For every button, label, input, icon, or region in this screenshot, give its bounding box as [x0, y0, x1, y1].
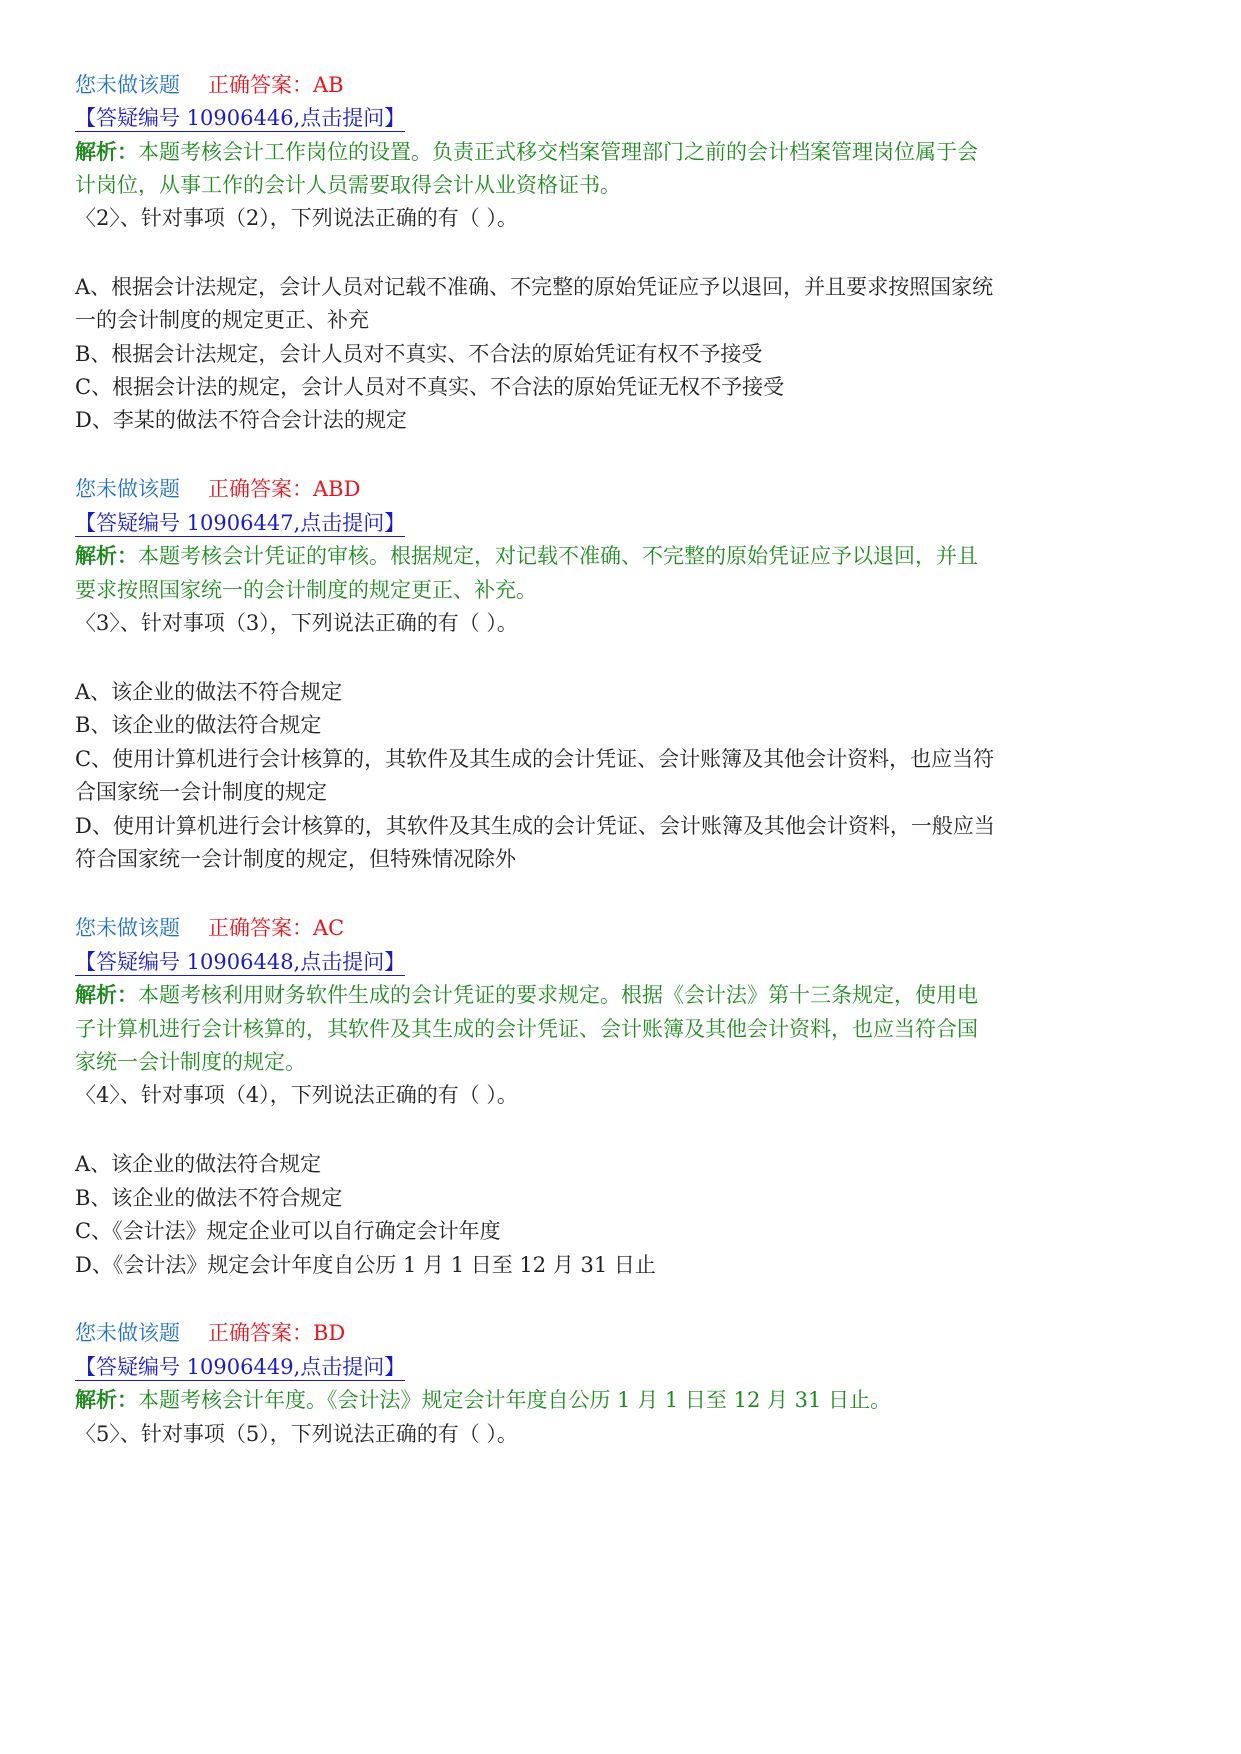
ask-question-link[interactable]: 【答疑编号 10906446,点击提问】 [75, 106, 406, 130]
explanation-line: 计岗位，从事工作的会计人员需要取得会计从业资格证书。 [75, 173, 621, 197]
ask-question-link[interactable]: 【答疑编号 10906447,点击提问】 [75, 511, 406, 535]
ask-question-link[interactable]: 【答疑编号 10906448,点击提问】 [75, 950, 406, 974]
explanation-label: 解析： [75, 543, 138, 568]
ask-question-link[interactable]: 【答疑编号 10906449,点击提问】 [75, 1355, 406, 1379]
not-answered-status: 您未做该题 [75, 916, 180, 940]
explanation-label: 解析： [75, 982, 138, 1007]
question-text: 〈4〉、针对事项（4），下列说法正确的有（ ）。 [75, 1083, 518, 1107]
correct-answer: 正确答案：AB [208, 73, 344, 97]
option-d: D、《会计法》规定会计年度自公历 1 月 1 日至 12 月 31 日止 [75, 1253, 656, 1277]
explanation-line [75, 137, 978, 169]
question-text: 〈2〉、针对事项（2），下列说法正确的有（ ）。 [75, 206, 518, 230]
option-d-continued: 符合国家统一会计制度的规定，但特殊情况除外 [75, 847, 516, 871]
option-a: A、该企业的做法符合规定 [75, 1152, 322, 1176]
option-c-continued: 合国家统一会计制度的规定 [75, 780, 327, 804]
option-d: D、使用计算机进行会计核算的，其软件及其生成的会计凭证、会计账簿及其他会计资料，一般应当 [75, 814, 995, 838]
explanation-text: 本题考核利用财务软件生成的会计凭证的要求规定。根据《会计法》第十三条规定，使用电 [138, 983, 978, 1007]
qa-link-row [75, 508, 405, 540]
option-a: A、该企业的做法不符合规定 [75, 680, 343, 704]
correct-answer: 正确答案：AC [208, 916, 345, 940]
not-answered-status: 您未做该题 [75, 1321, 180, 1345]
explanation-line: 家统一会计制度的规定。 [75, 1050, 306, 1074]
option-d: D、李某的做法不符合会计法的规定 [75, 408, 407, 432]
answer-status-row [75, 70, 344, 102]
explanation-label: 解析： [75, 139, 138, 164]
explanation-text: 本题考核会计年度。《会计法》规定会计年度自公历 1 月 1 日至 12 月 31 日止。 [138, 1388, 892, 1412]
answer-status-row [75, 1318, 345, 1350]
not-answered-status: 您未做该题 [75, 73, 180, 97]
option-b: B、根据会计法规定，会计人员对不真实、不合法的原始凭证有权不予接受 [75, 342, 763, 366]
explanation-line: 要求按照国家统一的会计制度的规定更正、补充。 [75, 578, 537, 602]
explanation-label: 解析： [75, 1387, 138, 1412]
explanation-text: 本题考核会计工作岗位的设置。负责正式移交档案管理部门之前的会计档案管理岗位属于会 [138, 140, 978, 164]
option-c: C、使用计算机进行会计核算的，其软件及其生成的会计凭证、会计账簿及其他会计资料，也应当符 [75, 747, 995, 771]
qa-link-row [75, 103, 405, 135]
correct-answer: 正确答案：ABD [208, 477, 361, 501]
answer-status-row [75, 913, 344, 945]
not-answered-status: 您未做该题 [75, 477, 180, 501]
option-c: C、根据会计法的规定，会计人员对不真实、不合法的原始凭证无权不予接受 [75, 375, 785, 399]
question-text: 〈5〉、针对事项（5），下列说法正确的有（ ）。 [75, 1422, 518, 1446]
explanation-line: 子计算机进行会计核算的，其软件及其生成的会计凭证、会计账簿及其他会计资料，也应当符合国 [75, 1017, 978, 1041]
explanation-text: 本题考核会计凭证的审核。根据规定，对记载不准确、不完整的原始凭证应予以退回，并且 [138, 544, 978, 568]
option-c: C、《会计法》规定企业可以自行确定会计年度 [75, 1219, 501, 1243]
option-b: B、该企业的做法符合规定 [75, 713, 322, 737]
explanation-line [75, 980, 978, 1012]
qa-link-row [75, 1352, 405, 1384]
option-b: B、该企业的做法不符合规定 [75, 1186, 343, 1210]
question-text: 〈3〉、针对事项（3），下列说法正确的有（ ）。 [75, 611, 518, 635]
qa-link-row [75, 947, 405, 979]
answer-status-row [75, 474, 360, 506]
explanation-line [75, 1385, 891, 1417]
option-a-continued: 一的会计制度的规定更正、补充 [75, 308, 369, 332]
option-a: A、根据会计法规定，会计人员对记载不准确、不完整的原始凭证应予以退回，并且要求按照国家统 [75, 275, 994, 299]
explanation-line [75, 541, 978, 573]
correct-answer: 正确答案：BD [208, 1321, 346, 1345]
